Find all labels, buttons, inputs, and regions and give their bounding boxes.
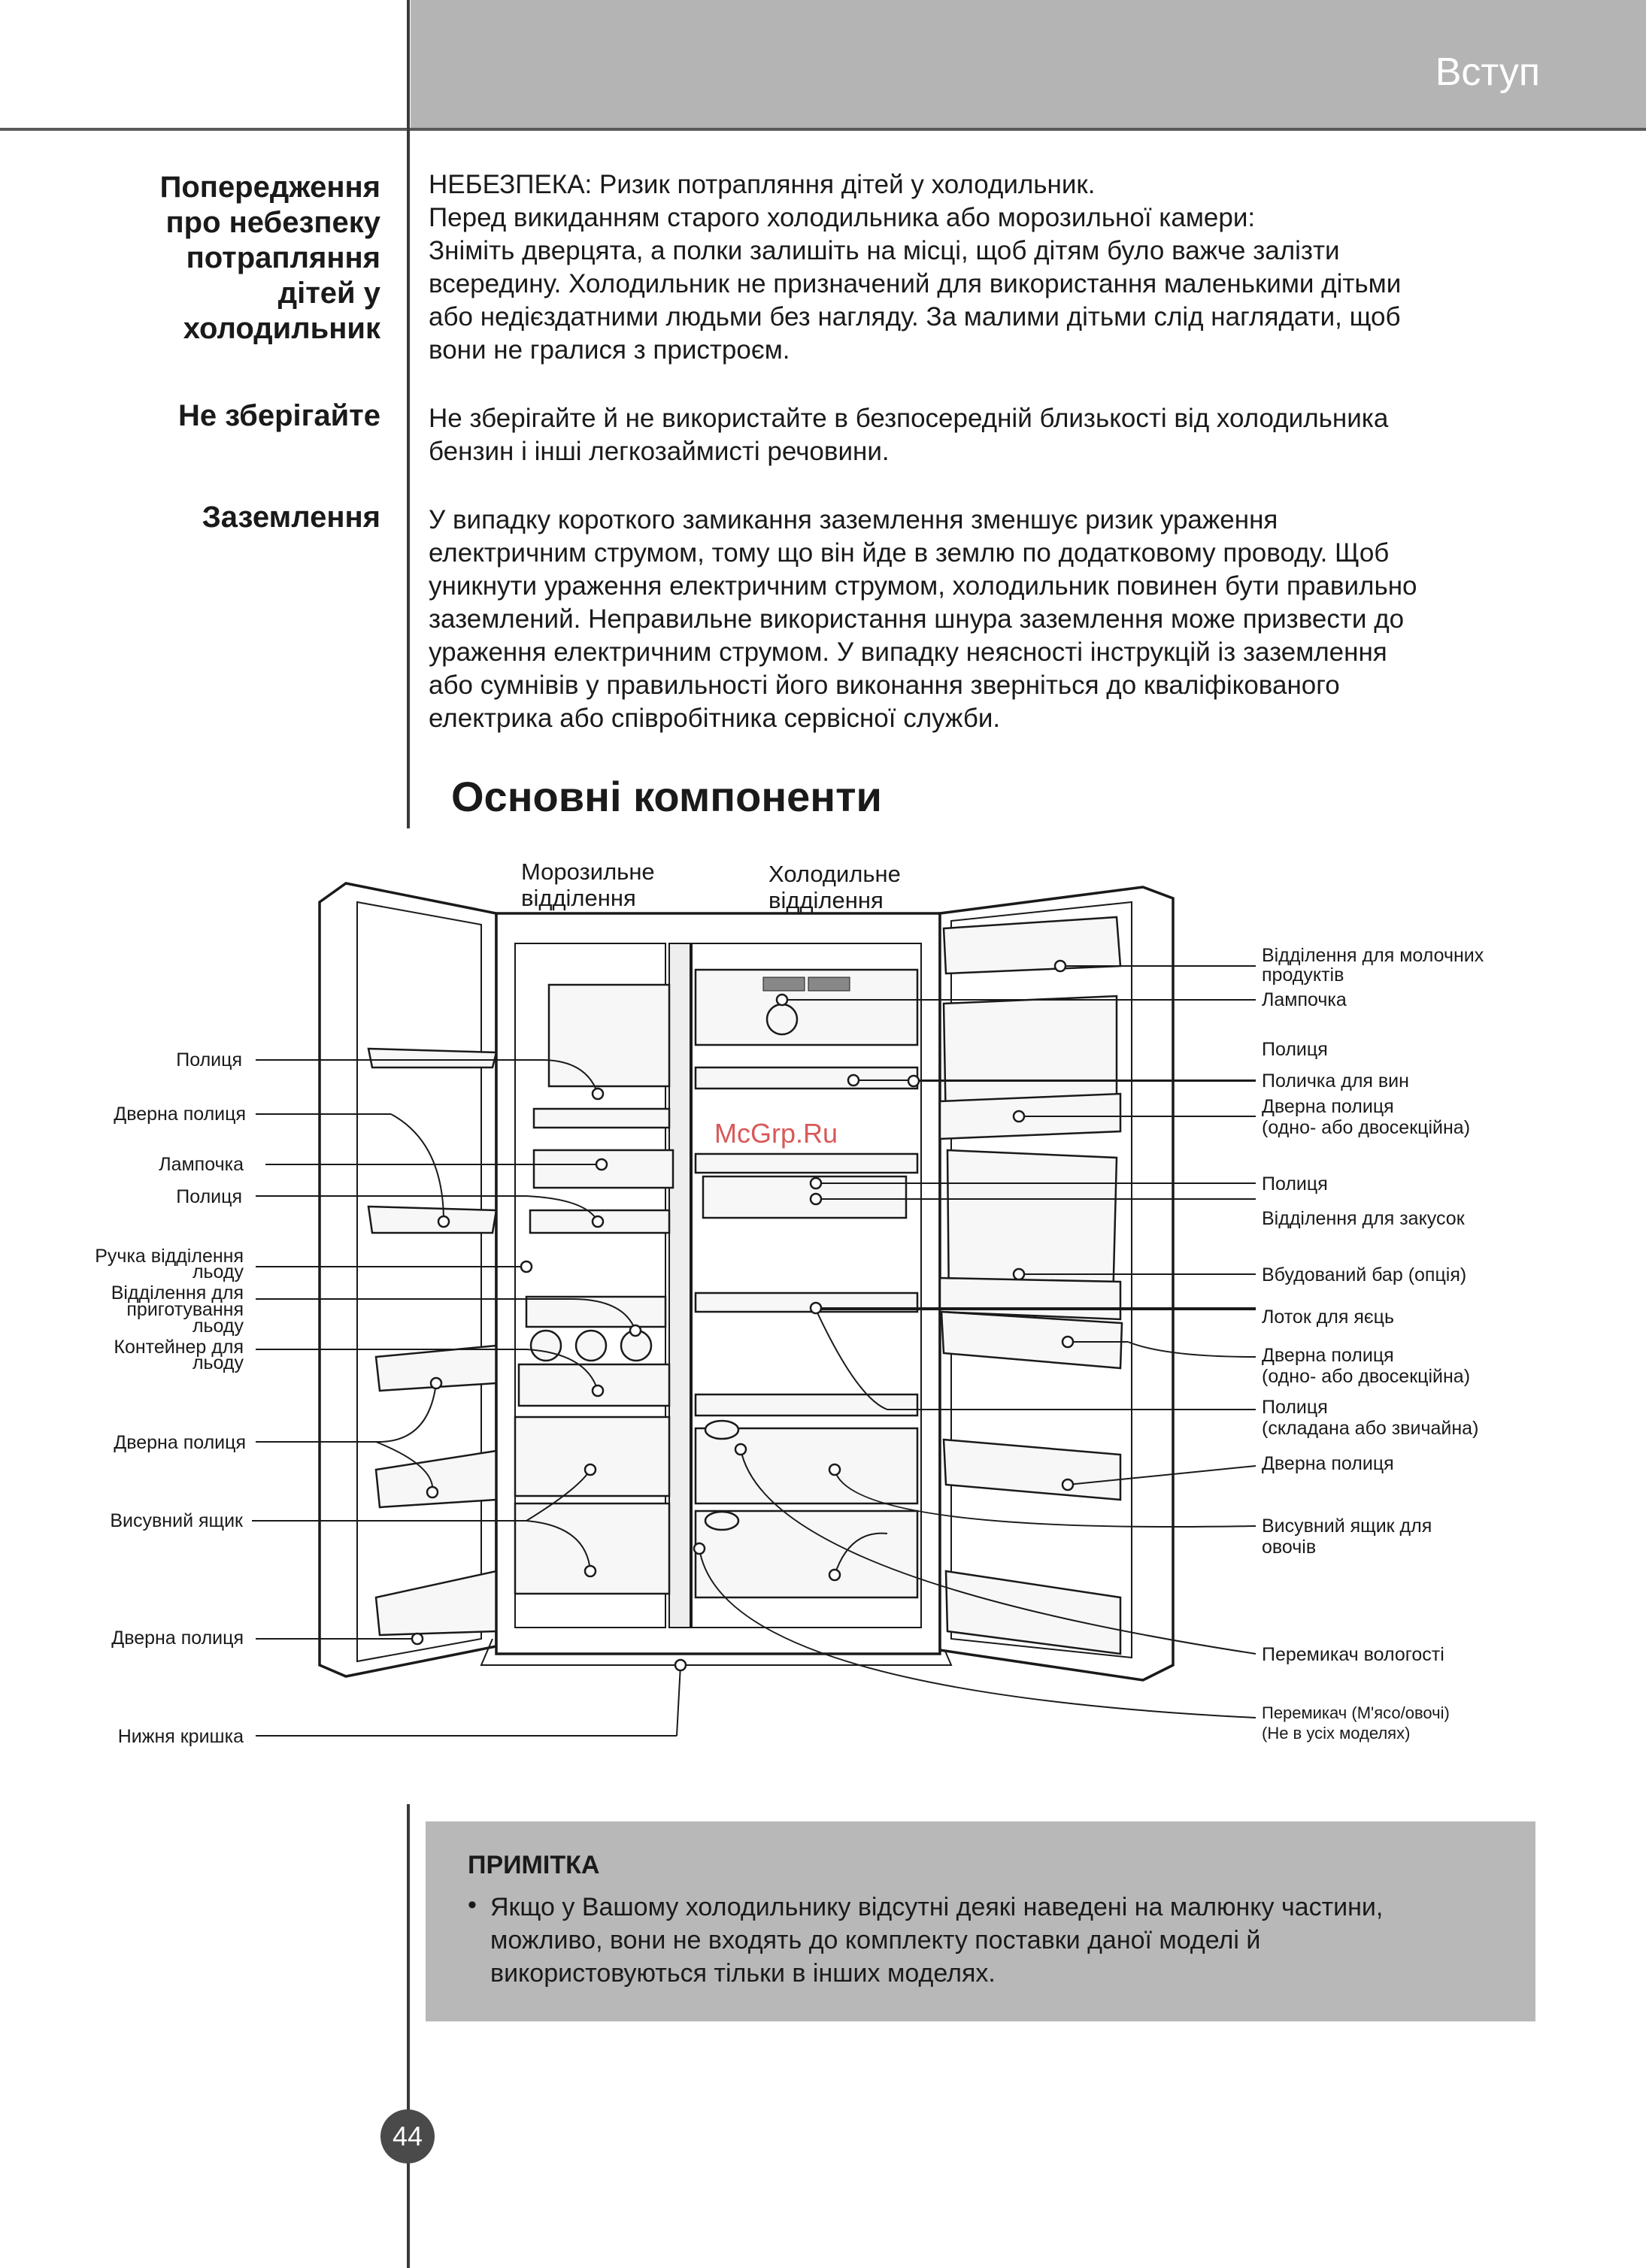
body-line: бензин і інші легкозаймисті речовини. bbox=[429, 437, 890, 466]
note-text bbox=[468, 1891, 1513, 1990]
body-line: У випадку короткого замикання заземлення зменшує ризик ураження bbox=[429, 505, 1278, 534]
right-door bbox=[940, 887, 1173, 1680]
heading-line: Не зберігайте bbox=[178, 399, 380, 432]
label-ice-maker-3: льоду bbox=[192, 1316, 244, 1337]
label-shelf: Полиця bbox=[176, 1186, 242, 1207]
label-folding-shelf: Полиця bbox=[1262, 1397, 1328, 1418]
label-shelf: Полиця bbox=[1262, 1173, 1328, 1195]
watermark: McGrp.Ru bbox=[714, 1118, 838, 1149]
label-veg-drawer-2: овочів bbox=[1262, 1537, 1317, 1558]
label-ice-handle: Ручка відділення bbox=[95, 1246, 244, 1267]
label-meat-veg-switch: Перемикач (М'ясо/овочі) bbox=[1262, 1703, 1450, 1722]
refrigerator-diagram bbox=[0, 849, 1646, 1767]
label-shelf: Полиця bbox=[1262, 1039, 1328, 1060]
right-labels bbox=[1262, 945, 1484, 1743]
note-line: використовуються тільки в інших моделях. bbox=[490, 1959, 996, 1988]
heading-line: холодильник bbox=[183, 312, 380, 345]
heading-grounding bbox=[202, 500, 380, 535]
label-door-shelf: Дверна полиця bbox=[1262, 1453, 1394, 1474]
label-meat-veg-switch-2: (Не в усіх моделях) bbox=[1262, 1724, 1411, 1743]
label-door-shelf: Дверна полиця bbox=[1262, 1096, 1394, 1117]
body-line: або сумнівів у правильності його виконання зверніться до кваліфікованого bbox=[429, 671, 1340, 700]
heading-child-danger bbox=[160, 170, 380, 347]
heading-do-not-store bbox=[178, 398, 380, 434]
note-line: Якщо у Вашому холодильнику відсутні деякі наведені на малюнку частини, bbox=[490, 1893, 1384, 1921]
label-humidity-switch: Перемикач вологості bbox=[1262, 1644, 1444, 1665]
label-shelf: Полиця bbox=[176, 1049, 242, 1070]
body-line: заземлений. Неправильне використання шнура заземлення може призвести до bbox=[429, 604, 1405, 634]
body-line: електричним струмом, тому що він йде в землю по додатковому проводу. Щоб bbox=[429, 538, 1390, 568]
fridge-label-line2: відділення bbox=[768, 887, 884, 913]
body-line: уникнути ураження електричним струмом, холодильник повинен бути правильно bbox=[429, 571, 1417, 601]
heading-line: Попередження bbox=[159, 171, 380, 204]
note-line: можливо, вони не входять до комплекту поставки даної моделі й bbox=[490, 1926, 1261, 1955]
label-door-shelf-2: (одно- або двосекційна) bbox=[1262, 1366, 1471, 1387]
body-line: електрика або співробітника сервісної служби. bbox=[429, 704, 1001, 733]
label-lamp: Лампочка bbox=[1262, 989, 1347, 1010]
label-door-shelf-2: (одно- або двосекційна) bbox=[1262, 1117, 1471, 1138]
freezer-label-line2: відділення bbox=[521, 885, 636, 911]
label-door-shelf: Дверна полиця bbox=[1262, 1345, 1394, 1366]
left-door bbox=[320, 883, 496, 1676]
body-line: Не зберігайте й не використайте в безпосередній близькості від холодильника bbox=[429, 404, 1389, 433]
fridge-label-line1: Холодильне bbox=[768, 861, 901, 887]
body-line: Зніміть дверцята, а полки залишіть на місці, щоб дітям було важче залізти bbox=[429, 236, 1340, 265]
label-door-shelf: Дверна полиця bbox=[114, 1104, 246, 1125]
body-line: вони не гралися з пристроєм. bbox=[429, 335, 790, 365]
label-drawer: Висувний ящик bbox=[110, 1510, 243, 1531]
label-ice-bin: Контейнер для bbox=[114, 1337, 244, 1358]
label-snack: Відділення для закусок bbox=[1262, 1208, 1465, 1229]
label-bottom-cover: Нижня кришка bbox=[117, 1726, 244, 1747]
label-dairy: Відділення для молочних bbox=[1262, 945, 1484, 966]
column-rule-top bbox=[407, 0, 410, 828]
body-line: Перед викиданням старого холодильника або морозильної камери: bbox=[429, 203, 1256, 232]
label-lamp: Лампочка bbox=[159, 1154, 244, 1175]
column-rule-bottom bbox=[407, 1804, 410, 2268]
freezer-label-line1: Морозильне bbox=[521, 858, 655, 885]
label-door-shelf: Дверна полиця bbox=[114, 1432, 246, 1453]
body-grounding bbox=[429, 504, 1504, 735]
header-rule bbox=[0, 128, 1646, 131]
label-ice-maker-2: приготування bbox=[126, 1299, 244, 1320]
note-title: ПРИМІТКА bbox=[468, 1851, 600, 1879]
cabinet bbox=[481, 913, 951, 1665]
body-line: ураження електричним струмом. У випадку неясності інструкцій із заземлення bbox=[429, 637, 1387, 667]
components-title: Основні компоненти bbox=[451, 773, 882, 820]
left-labels bbox=[95, 1049, 246, 1747]
note-bullet: • bbox=[468, 1891, 477, 1919]
label-dairy-2: продуктів bbox=[1262, 964, 1344, 986]
body-do-not-store bbox=[429, 402, 1504, 468]
label-veg-drawer: Висувний ящик для bbox=[1262, 1516, 1432, 1537]
label-wine-rack: Поличка для вин bbox=[1262, 1070, 1409, 1092]
label-folding-shelf-2: (складана або звичайна) bbox=[1262, 1418, 1479, 1439]
label-door-shelf: Дверна полиця bbox=[111, 1628, 244, 1649]
label-ice-bin-2: льоду bbox=[192, 1352, 244, 1373]
label-ice-maker: Відділення для bbox=[111, 1282, 244, 1304]
body-line: або недієздатними людьми без нагляду. За малими дітьми слід наглядати, щоб bbox=[429, 302, 1401, 332]
heading-line: про небезпеку bbox=[165, 206, 380, 239]
section-title: Вступ bbox=[1435, 50, 1540, 94]
heading-line: потрапляння bbox=[186, 241, 380, 274]
label-egg-tray: Лоток для яєць bbox=[1262, 1307, 1395, 1328]
page-number: 44 bbox=[380, 2109, 435, 2164]
body-line: всередину. Холодильник не призначений для використання маленькими дітьми bbox=[429, 269, 1402, 298]
body-line: НЕБЕЗПЕКА: Ризик потрапляння дітей у холодильник. bbox=[429, 170, 1096, 199]
heading-line: Заземлення bbox=[202, 501, 380, 534]
label-home-bar: Вбудований бар (опція) bbox=[1262, 1264, 1467, 1285]
label-ice-handle-2: льоду bbox=[192, 1261, 244, 1282]
body-child-danger bbox=[429, 168, 1504, 367]
heading-line: дітей у bbox=[277, 277, 380, 310]
